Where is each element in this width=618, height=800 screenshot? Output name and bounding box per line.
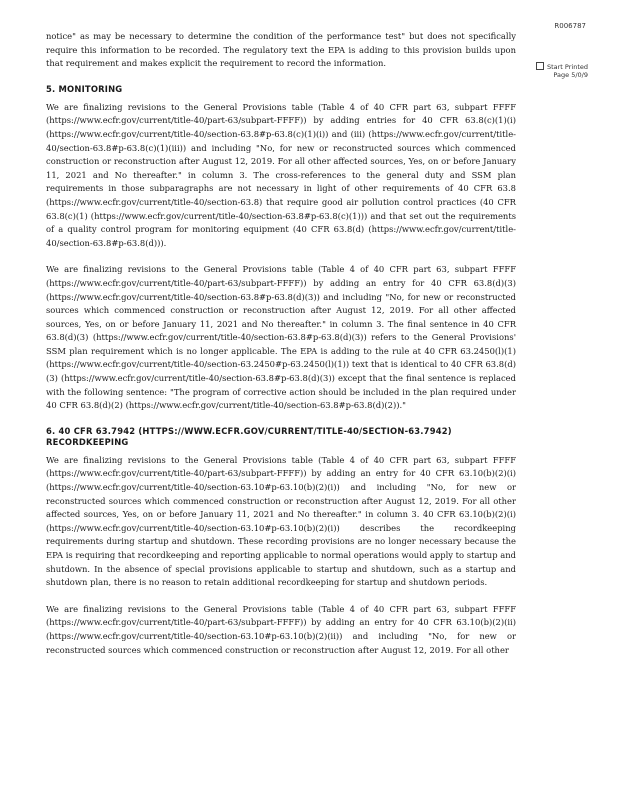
- document-body: [46, 30, 516, 670]
- section-heading-monitoring: 5. MONITORING: [46, 83, 123, 94]
- page-marker-icon: [536, 62, 544, 70]
- heading-line-2: RECORDKEEPING: [46, 436, 129, 447]
- paragraph-monitoring-2: We are finalizing revisions to the General Provisions table (Table 4 of 40 CFR part 63, subpart FFFF (https://www.ecfr.gov/current/title-40/part-63/subpart-FFFF)) by adding an entry for 40 CFR 63.8(d)(3) (https://www.ecfr.gov/current/title-40/section-63.8#p-63.8(d)(3)) and including "No, for new or reconstructed sources which commenced construction or reconstruction after August 12, 2019. For all other affected sources, Yes, on or before January 11, 2021 and No thereafter." in column 3. The final sentence in 40 CFR 63.8(d)(3) (https://www.ecfr.gov/current/title-40/section-63.8#p-63.8(d)(3)) refers to the General Provisions' SSM plan requirement which is no longer applicable. The EPA is adding to the rule at 40 CFR 63.2450(l)(1) (https://www.ecfr.gov/current/title-40/section-63.2450#p-63.2450(l)(1)) text that is identical to 40 CFR 63.8(d)(3) (https://www.ecfr.gov/current/title-40/section-63.8#p-63.8(d)(3)) except that the final sentence is replaced with the following sentence: "The program of corrective action should be included in the plan required under 40 CFR 63.8(d)(2) (https://www.ecfr.gov/current/title-40/section-63.8#p-63.8(d)(2)).": [46, 264, 516, 411]
- paragraph-continued: notice" as may be necessary to determine the condition of the performance test" but does not specifically require this information to be recorded. The regulatory text the EPA is adding to this provision builds upon that requirement and makes explicit the requirement to record the information.: [46, 31, 516, 69]
- heading-line-1: 6. 40 CFR 63.7942 (HTTPS://WWW.ECFR.GOV/CURRENT/TITLE-40/SECTION-63.7942): [46, 425, 452, 436]
- paragraph-recordkeeping-2: We are finalizing revisions to the General Provisions table (Table 4 of 40 CFR part 63, subpart FFFF (https://www.ecfr.gov/current/title-40/part-63/subpart-FFFF)) by adding an entry for 40 CFR 63.10(b)(2)(ii) (https://www.ecfr.gov/current/title-40/section-63.10#p-63.10(b)(2)(ii)) and including "No, for new or reconstructed sources which commenced construction or reconstruction after August 12, 2019. For all other: [46, 603, 516, 655]
- start-printed-page-note: [518, 62, 588, 79]
- margin-note-line1: Start Printed: [546, 63, 588, 71]
- margin-note-line2: Page 5/0/9: [553, 71, 588, 79]
- document-id: R006787: [554, 22, 586, 30]
- section-heading-recordkeeping: [46, 426, 516, 448]
- paragraph-recordkeeping-1: We are finalizing revisions to the General Provisions table (Table 4 of 40 CFR part 63, subpart FFFF (https://www.ecfr.gov/current/title-40/part-63/subpart-FFFF)) by adding an entry for 40 CFR 63.10(b)(2)(i) (https://www.ecfr.gov/current/title-40/section-63.10#p-63.10(b)(2)(i)) and including "No, for new or reconstructed sources which commenced construction or reconstruction after August 12, 2019. For all other affected sources, Yes, on or before January 11, 2021 and No thereafter." in column 3. 40 CFR 63.10(b)(2)(i) (https://www.ecfr.gov/current/title-40/section-63.10#p-63.10(b)(2)(i)) describes the recordkeeping requirements during startup and shutdown. These recording provisions are no longer necessary because the EPA is requiring that recordkeeping and reporting applicable to normal operations would apply to startup and shutdown. In the absence of special provisions applicable to startup and shutdown, such as a startup and shutdown plan, there is no reason to retain additional recordkeeping for startup and shutdown periods.: [46, 454, 516, 588]
- paragraph-monitoring-1: We are finalizing revisions to the General Provisions table (Table 4 of 40 CFR part 63, subpart FFFF (https://www.ecfr.gov/current/title-40/part-63/subpart-FFFF)) by adding entries for 40 CFR 63.8(c)(1)(i) (https://www.ecfr.gov/current/title-40/section-63.8#p-63.8(c)(1)(i)) and (iii) (https://www.ecfr.gov/current/title-40/section-63.8#p-63.8(c)(1)(iii)) and including "No, for new or reconstructed sources which commenced construction or reconstruction after August 12, 2019. For all other affected sources, Yes, on or before January 11, 2021 and No thereafter." in column 3. The cross-references to the general duty and SSM plan requirements in those subparagraphs are not necessary in light of other requirements of 40 CFR 63.8 (https://www.ecfr.gov/current/title-40/section-63.8) that require good air pollution control practices (40 CFR 63.8(c)(1) (https://www.ecfr.gov/current/title-40/section-63.8#p-63.8(c)(1))) and that set out the requirements of a quality control program for monitoring equipment (40 CFR 63.8(d) (https://www.ecfr.gov/current/title-40/section-63.8#p-63.8(d))).: [46, 101, 516, 248]
